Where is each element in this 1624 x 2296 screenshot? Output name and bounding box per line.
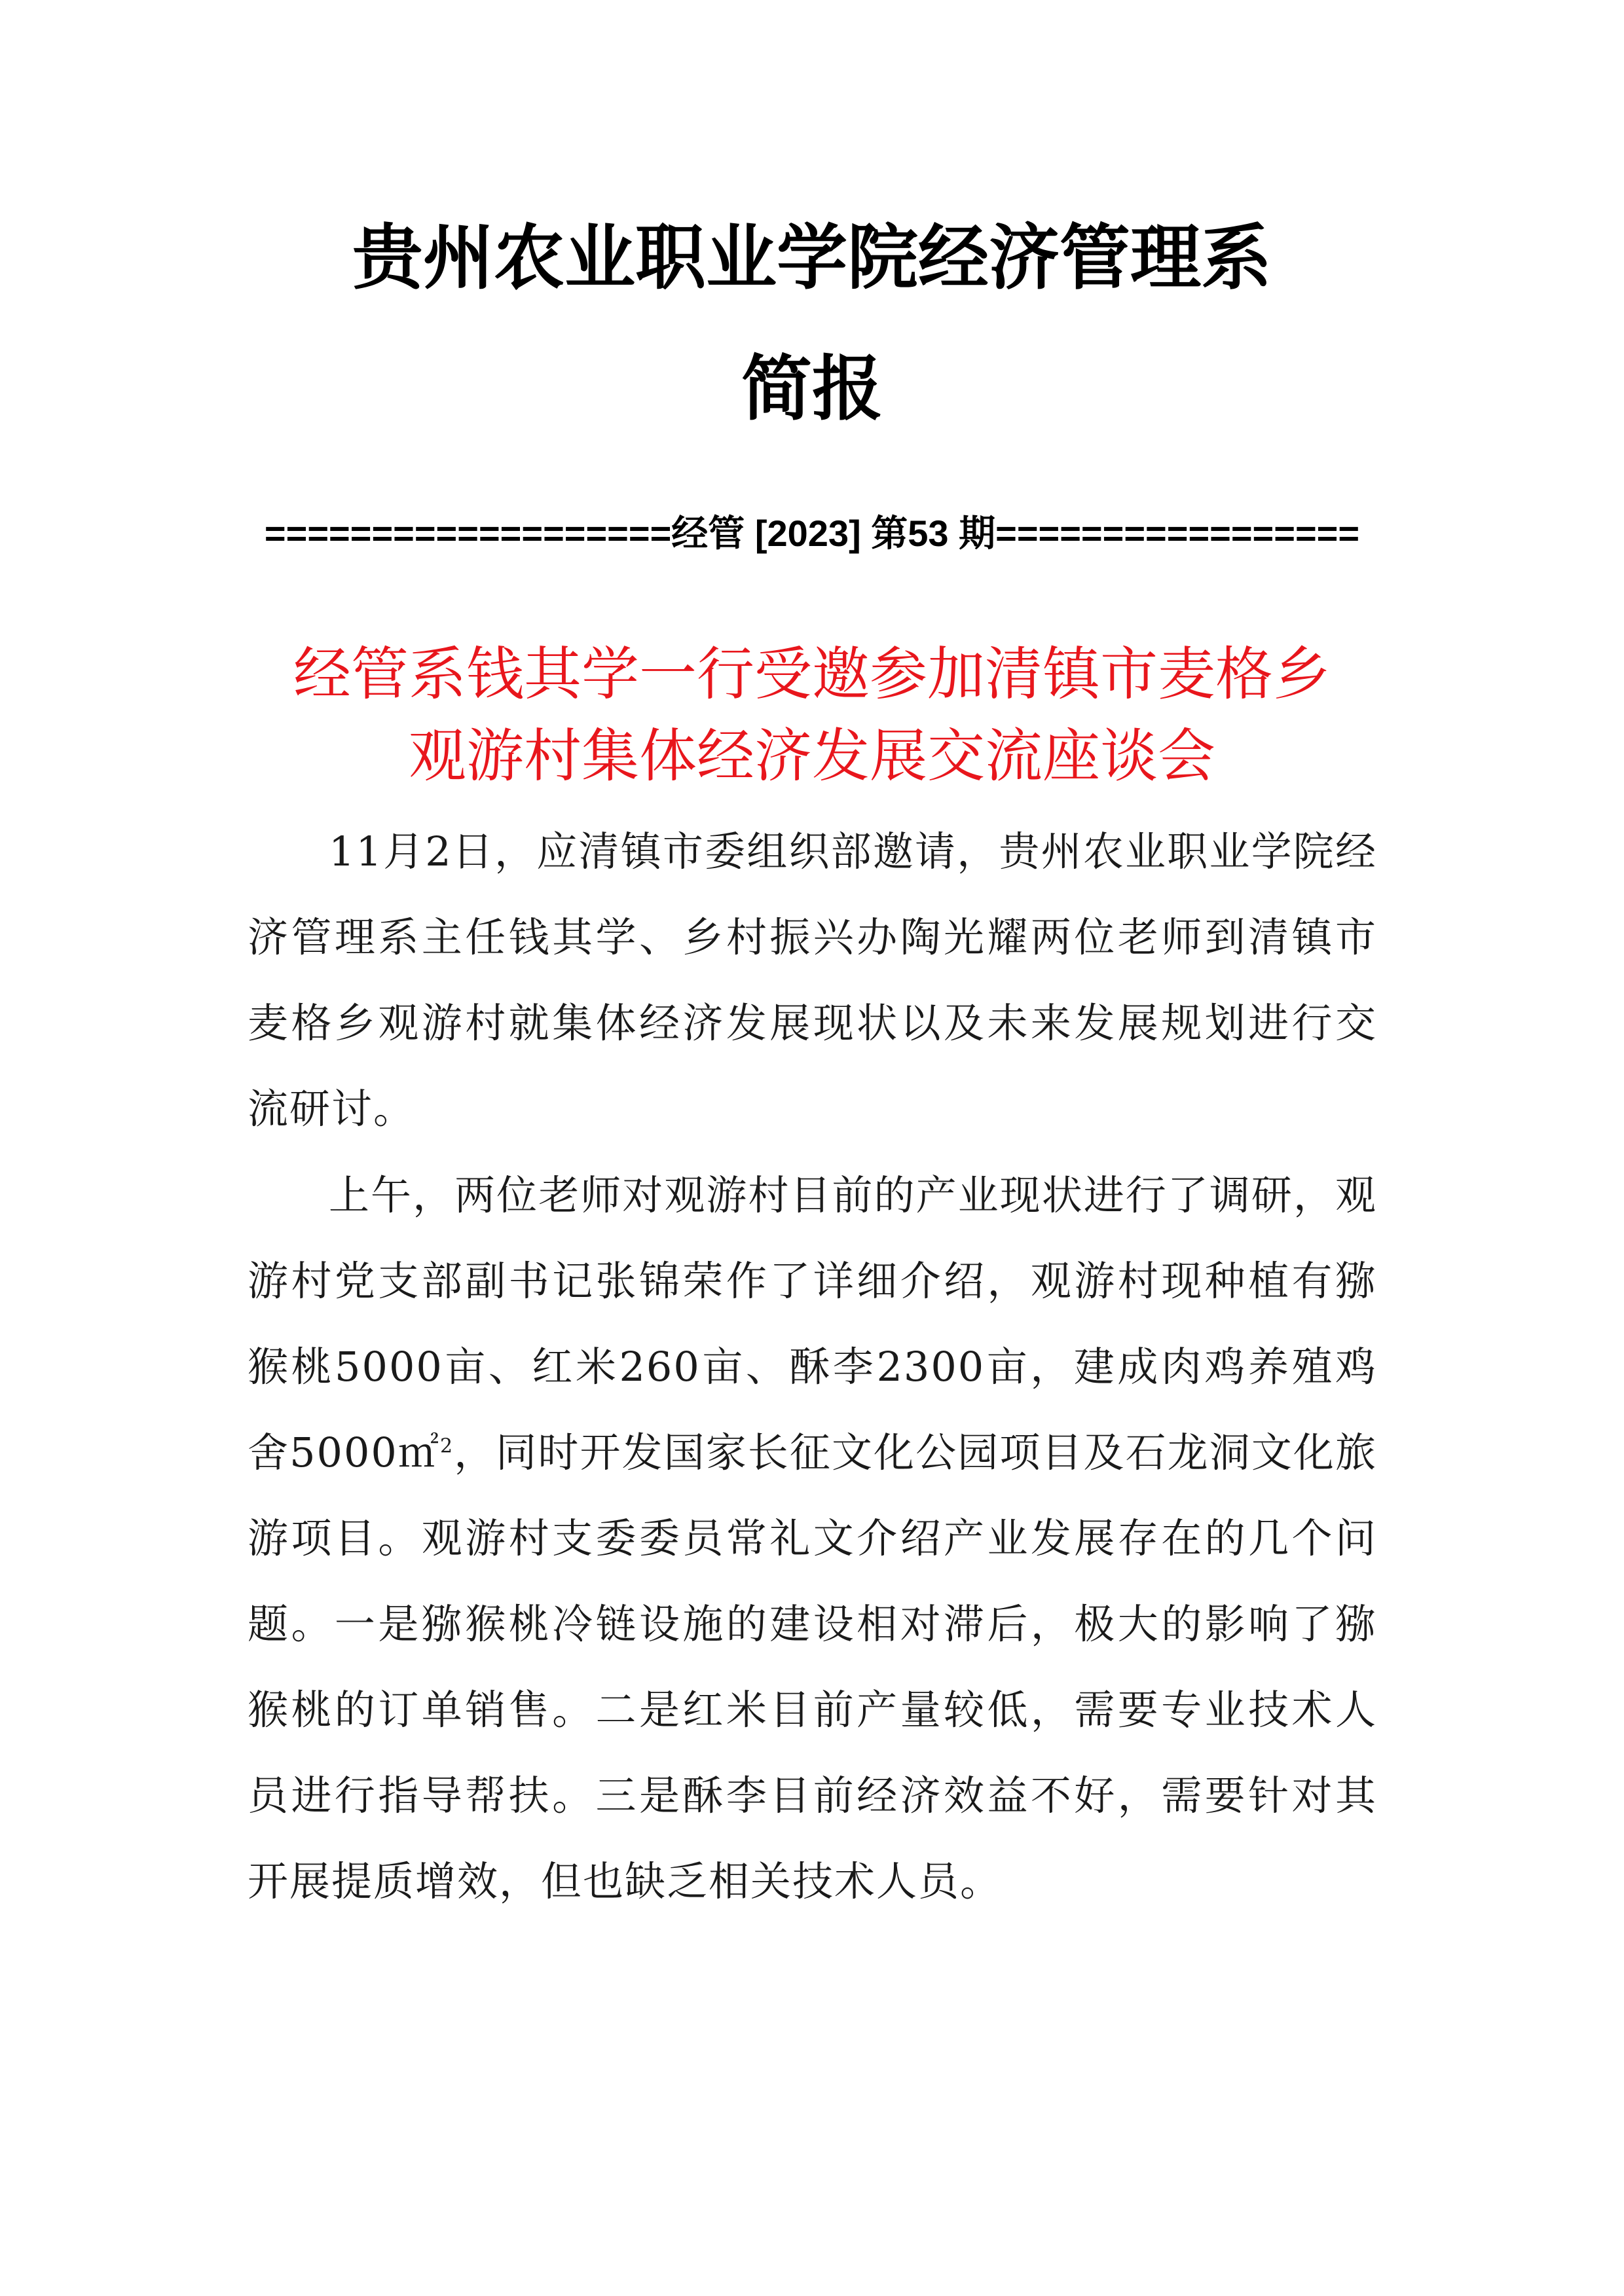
article-headline-line-2: 观游村集体经济发展交流座谈会 (408, 722, 1215, 790)
masthead-title: 贵州农业职业学院经济管理系 (352, 217, 1272, 299)
issue-number-line: ===================经管 [2023] 第53 期================= (264, 513, 1360, 554)
superscript-mark: 2 (440, 1434, 454, 1458)
article-paragraph-2 (248, 1152, 1377, 1924)
article-paragraph-1: 11月2日，应清镇市委组织部邀请，贵州农业职业学院经济管理系主任钱其学、乡村振兴办陶光耀两位老师到清镇市麦格乡观游村就集体经济发展现状以及未来发展规划进行交流研讨。 (248, 828, 1377, 1133)
article-headline-line-1: 经管系钱其学一行受邀参加清镇市麦格乡 (293, 640, 1331, 708)
paragraph-2-text-a: 上午，两位老师对观游村目前的产业现状进行了调研，观游村党支部副书记张锦荣作了详细介绍，观游村现种植有猕猴桃5000亩、红米260亩、酥李2300亩，建成肉鸡养殖鸡舍5000㎡ (248, 1171, 1377, 1476)
paragraph-2-text-b: ，同时开发国家长征文化公园项目及石龙洞文化旅游项目。观游村支委委员常礼文介绍产业发展存在的几个问题。一是猕猴桃冷链设施的建设相对滞后，极大的影响了猕猴桃的订单销售。二是红米目前产量较低，需要专业技术人员进行指导帮扶。三是酥李目前经济效益不好，需要针对其开展提质增效，但也缺乏相关技术人员。 (248, 1429, 1377, 1905)
masthead-subtitle: 简报 (741, 348, 883, 430)
